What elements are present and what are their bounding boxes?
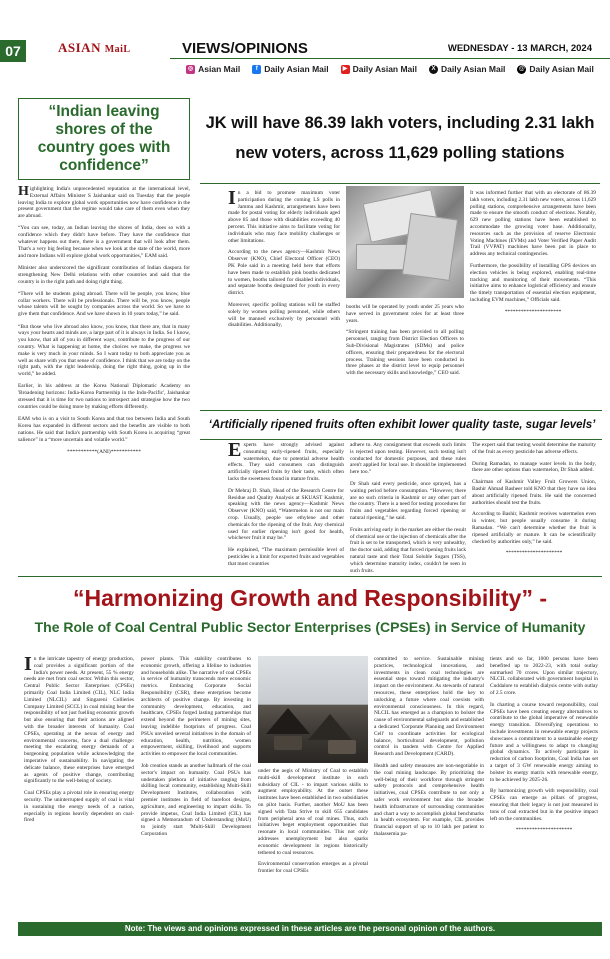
divider	[18, 576, 602, 577]
divider	[200, 410, 602, 411]
paragraph: He explained, “The maximum permissible level of pesticides is a limit for exported fruits and vegetables that most countries	[228, 547, 344, 567]
paragraph: power plants. This stability contributes to economic growth, offering a lifeline to industries and households alike. The narrative of coal CPSEs in service of humanity transcends mere economic metrics. Embracing Corporate Social Responsibility (CSR), these enterprises become architects of positive change. By investing in community development, education, and healthcare, CPSEs forged lasting partnerships that extend beyond the perimeters of mining sites, leaving indelible footprints of progress. Coal PSUs unveiled several initiatives in the domain of education, health, nutrition, women empowerment, skilling, livelihood and supports activities to empower the local communities.	[141, 656, 251, 758]
fruit-headline: ‘Artificially ripened fruits often exhibit lower quality taste, sugar levels’	[208, 419, 596, 431]
paragraph: “You can see, today, an Indian leaving the shores of India, does so with a confidence which they didn't have before. They have the confidence that whatever happens out there, there is a government that will look after them. That's a very big feeling because when we look at the state of the world, more and more Indians will explore global work opportunities,” EAM said.	[18, 225, 190, 259]
coal-column-1	[24, 653, 134, 829]
paragraph: EAM who is on a visit to South Korea and that too between India and South Korea has expanded in different sectors and the benefits are visible to both nations. He said that India's partnership with South Korea is acquiring “great salience” in a “more uncertain and volatile world.”	[18, 416, 190, 443]
paragraph: booths will be operated by youth under 25 years who have served in government roles for at least three years.	[346, 304, 464, 324]
paragraph: Minister also underscored the significant contribution of Indian diaspora for strengthening New Delhi relations with other countries and said that the country is in the right path and doing right thing.	[18, 264, 190, 285]
paragraph: under the aegis of Ministry of Coal to establish multi-skill development institute in each subsidiary of CIL - to impart various skills to augment employability. At the outset these institutes have been established in two subsidiaries on pilot basis. Further, another MoU has been signed with Tata Strive to skill 655 candidates from peripheral area of coal mines. Thus, such initiatives beget employment opportunities that resonate in local communities. This not only addresses unemployment but also sparks economic development in regions historically tethered to coal resources.	[258, 768, 368, 856]
story-endmark: *********************	[504, 308, 562, 315]
paragraph: Environmental conservation emerges as a pivotal frontier for coal CPSEs	[258, 861, 368, 875]
coal-column-4	[374, 656, 484, 843]
paragraph: Health and safety measures are non-negotiable in the coal mining landscape. By prioritizing the well-being of their workforce through stringent safety protocols and comprehensive health initiatives, coal CPSEs contribute to not only a safer work environment but also the broader health infrastructure of surrounding communities and chart a way to accomplish global benchmarks in health ecosystem. For example, CIL provides financial support of up to 10 lakh per patient to thalassemia pa-	[374, 762, 484, 837]
page-header	[0, 0, 610, 78]
paragraph: By harmonizing growth with responsibility, coal CPSEs can emerge as pillars of progress, ensuring that their legacy is not just measured in tons of coal extracted but in the positive impact left on the communities.	[490, 788, 598, 822]
story-endmark: *********************	[515, 827, 573, 834]
social-instagram[interactable]: ◎ Asian Mail	[188, 64, 241, 74]
paragraph: Chairman of Kashmir Valley Fruit Growers Union, Bashir Ahmad Basheer told KNO that they have no idea about artificially ripened fruits. He said the concerned authorities should test the fruits.	[472, 479, 596, 506]
paragraph: adhere to. Any consignment that exceeds such limits is rejected upon testing. However, such testing isn't conducted for domestic purposes, and these rules aren't applied for local use. It should be implemented here too.”	[350, 442, 466, 476]
facebook-icon: f	[252, 65, 261, 74]
paragraph: Earlier, in his address at the Korea National Diplomatic Academy on 'Broadening horizons: India-Korea Partnership in the Indo-Pacific', Jaishankar stressed that it is time for two nations to introspect and strategise how the two countries could be doing more by making efforts differently.	[18, 383, 190, 410]
paragraph: According to Bashir, Kashmir receives watermelon even in winter, but people usually consume it during Ramadan. “We can't determine whether the fruit is ripened artificially or mature. It can be scientifically checked by authorities only,” he said.	[472, 511, 596, 545]
coal-column-2	[141, 656, 251, 843]
page-number: 07	[0, 40, 26, 62]
paragraph: Moreover, specific polling stations will be staffed solely by women polling personnel, while others will be manned exclusively by personnel with disabilities. Additionally,	[228, 301, 340, 329]
story-endmark: *********************	[505, 550, 563, 557]
jk-column-3	[470, 190, 596, 316]
jk-headline: JK will have 86.39 lakh voters, including 2.31 lakh new voters, across 11,629 polling stations	[200, 98, 600, 184]
youtube-icon: ▶	[341, 65, 350, 74]
threads-icon: @	[518, 65, 525, 72]
india-story	[18, 98, 190, 568]
coal-headline: “Harmonizing Growth and Responsibility” -	[72, 585, 548, 611]
fruit-column-1	[228, 439, 344, 573]
footer-note: Note: The views and opinions expressed in these articles are the personal opinion of the authors.	[18, 922, 602, 936]
newspaper-logo	[58, 40, 131, 56]
coal-mine-photo	[258, 656, 368, 763]
paragraph: It was informed further that with an electorate of 86.39 lakh voters, including 2.31 lakh new voters, across 11,629 polling stations, comprehensive arrangements have been made to ensure the smooth conduct of elections. Notably, 629 new polling stations have been established to accommodate the growing voter base. Additionally, resources such as the provision of reserve Electronic Voting Machines (EVMs) and Voter Verified Paper Audit Trail (VVPAT) machines have been put in place to address any technical contingencies.	[470, 190, 596, 258]
jk-column-1	[228, 187, 340, 334]
paragraph: Dr Mehraj D. Shah, Head of the Research Centre for Residue and Quality Analysis at SKUAST Kashmir, speaking with the news agency—Kashmir News Observer (KNO) said, “Watermelon is not our main crop. Usually, people use ethylene and other chemicals for the ripening of the fruit. Any chemical used for earlier ripening isn't good for health, whichever fruit it may be.”	[228, 487, 344, 542]
paragraph: Fruits arriving early in the market are either the result of chemical use or the injection of chemicals after the fruit is set to be transported, which is very unhealthy, the doctor said, adding that forced ripening fruits lack natural taste and their Total Soluble Sugars (TSS), which determine maturity index, couldn't be seen in such fruits.	[350, 526, 467, 574]
paragraph: In the intricate tapestry of energy production, coal provides a significant portion of the India's power needs. At present, 55 % energy needs are met from coal sector. Within this sector, Central Public Sector Enterprises (CPSEs) primarily Coal India Limited (CIL), NLC India Limited (NLCIL) and Singareni Collieries Company Limited (SCCL) in coal mining bear the responsibility of not just fuelling economic growth but also ensuring that their actions are aligned with the broader interests of humanity. Coal CPSEs, operating at the nexus of energy and environmental concerns, face a dual challenge: meeting the escalating energy demands of a burgeoning population while acknowledging the imperative of sustainability. In navigating the delicate balance, these enterprises have emerged as agents of positive change, contributing significantly to the well-being of society.	[24, 653, 134, 785]
social-x[interactable]: X Daily Asian Mail	[429, 62, 505, 76]
paragraph: tients and so far, 1000 persons have been benefited up to 2022-23, with total outlay earmarked 70 crores. Upon similar trajectory, NLCIL collaborated with government hospital in Cuddalore to establish dialysis centre with outlay of 2.5 crore.	[490, 656, 598, 696]
india-headline: “Indian leaving shores of the country goes with confidence”	[37, 103, 171, 174]
header-rule	[170, 58, 610, 59]
section-title: VIEWS/OPINIONS	[182, 40, 308, 57]
paragraph: During Ramadan, to manage water levels in the body, there are other options than watermelon, Dr Shah added.	[472, 460, 596, 474]
india-headline-box	[18, 98, 190, 180]
paragraph: The expert said that testing would determine the maturity of the fruit as every pesticide has adverse effects.	[472, 442, 596, 455]
issue-date: WEDNESDAY - 13 MARCH, 2024	[447, 43, 592, 54]
instagram-icon: ◎	[188, 65, 194, 72]
coal-subheadline: The Role of Coal Central Public Sector Enterprises (CPSEs) in Service of Humanity	[34, 619, 586, 635]
paragraph: According to the news agency—Kashmir News Observer (KNO), Chief Electoral Officer (CEO) PK Pole said in a meeting held here that efforts have been made to establish pink booths dedicated to women, booths tailored for disabled individuals, and separate booths designated for youth in every district.	[228, 249, 340, 297]
fruit-column-2	[350, 442, 466, 579]
logo-sub: MaiL	[104, 44, 131, 55]
story-endmark: ***********(ANI)***********	[67, 448, 141, 455]
x-icon: X	[429, 65, 438, 74]
paragraph: Coal CPSEs play a pivotal role in ensuring energy security. The uninterrupted supply of coal is vital in sustaining the energy needs of a nation, especially in regions heavily dependent on coal-fired	[24, 790, 134, 824]
paragraph: “Stringent training has been provided to all polling personnel, ranging from District Election Officers to Sub-Divisional Magistrates (SDMs) and police officers, ensuring their preparedness for the electoral process. Training sessions have been conducted in three phases at the district level to equip personnel with the necessary skills and knowledge,” CEO said.	[346, 329, 464, 377]
jk-column-2	[346, 304, 464, 382]
paragraph: Furthermore, the possibility of installing GPS devices on election vehicles is being explored, enabling real-time tracking and monitoring of their movements. “This initiative aims to enhance logistical efficiency and ensure the timely transportation of essential election equipment, including EVM machines,” Officials said.	[470, 262, 596, 303]
coal-column-3	[258, 768, 368, 880]
social-facebook[interactable]: f Daily Asian Mail	[252, 62, 328, 76]
divider	[200, 439, 602, 440]
paragraph: Job creation stands as another hallmark of the coal sector's impact on humanity. Coal PSUs has undertaken plethora of initiative ranging from skilling local community, establishing Multi-Skill Development Institutes, collaboration with premier institutes in field of barefoot designs, agriculture, and engineering to impart skills. To provide impetus, Coal India Limited (CIL) has signed a Memorandum of Understanding (MoU) to jointly start 'Multi-Skill Development Corporation	[141, 762, 251, 837]
paragraph: Dr Shah said every pesticide, once sprayed, has a waiting period before consumption. “However, there are no such criteria in Kashmir or any other part of the country. There is a need for testing procedures for fruits and vegetables regarding forced ripening or natural ripening,” he said.	[350, 480, 466, 521]
social-threads[interactable]: @ Daily Asian Mail	[518, 64, 594, 74]
coal-column-5	[490, 656, 598, 834]
paragraph: committed to service. Sustainable mining practices, technological innovations, and investments in clean coal technologies are essential steps toward mitigating the industry's impact on the environment. As stewards of natural resources, these enterprises hold the key to unlocking a future where coal coexists with environmental consciousness. In this regard, NLCIL has emerged as a champion to bolster the cause of environmental safeguards and established a dedicated 'Corporate Planning and Environment Cell' to coordinate activities for ecological balance, horticultural development, pollution control in tandem with Centre for Applied Research and Development (CARD).	[374, 656, 484, 758]
social-links	[170, 62, 610, 76]
evm-photo	[346, 186, 464, 298]
logo-main: ASIAN	[58, 40, 101, 55]
paragraph: “There will be students going abroad. There will be people, you know, blue collar workers. There will be professionals. There will be, you know, people whose talents will be sought by companies across the world. So we have to give them that confidence. And we have shown in 10 years today,” he said.	[18, 290, 190, 318]
social-youtube[interactable]: ▶ Daily Asian Mail	[341, 62, 417, 76]
paragraph: Experts have strongly advised against consuming early-ripened fruits, especially watermelon, due to potential adverse health effects. They said consumers can distinguish artificially ripened fruits by their taste, which often lacks the sweetness found in mature fruits.	[228, 439, 344, 482]
fruit-column-3	[472, 442, 596, 557]
india-body	[18, 186, 190, 456]
paragraph: Highlighting India's unprecedented reputation at the international level, External Affairs Minister S Jaishankar said on Tuesday that the people leaving India to explore global work opportunities now have confidence in the present government that the regime would take care of them even when they are abroad.	[18, 184, 190, 220]
paragraph: “But those who live abroad also know, you know, that there are, that in many ways your hearts and minds are, a large part of it is always in India. So I know, you know, that all of you in different ways, contribute to the progress of our country. What is happening at home, the choices we make, the progress we make is very much in your minds. So I want today to both appreciate you as well as share with you that sense of confidence. I think that we are today on the right path, with the right leadership, doing the right thing, going up in the world,” he added.	[18, 323, 190, 378]
paragraph: In charting a course toward responsibility, coal CPSEs have been creating energy alternatives to contribute to the global imperative of renewable energy transition. Diversifying operations to include investments in renewable energy projects showcases a commitment to a sustainable energy future and a willingness to adapt to changing global dynamics. To actively participate in reduction of carbon footprints, Coal India has set a target of 3 GW renewable energy aiming to bolster its energy matrix with renewable energy, to be achieved by 2025-26.	[490, 701, 598, 783]
paragraph: In a bid to promote maximum voter participation during the coming LS polls in Jammu and Kashmir, arrangements have been made for postal voting for elderly individuals aged above 85 and those with disabilities exceeding 40 percent. This initiative aims to facilitate voting for individuals who may face mobility challenges or other limitations.	[228, 187, 340, 244]
